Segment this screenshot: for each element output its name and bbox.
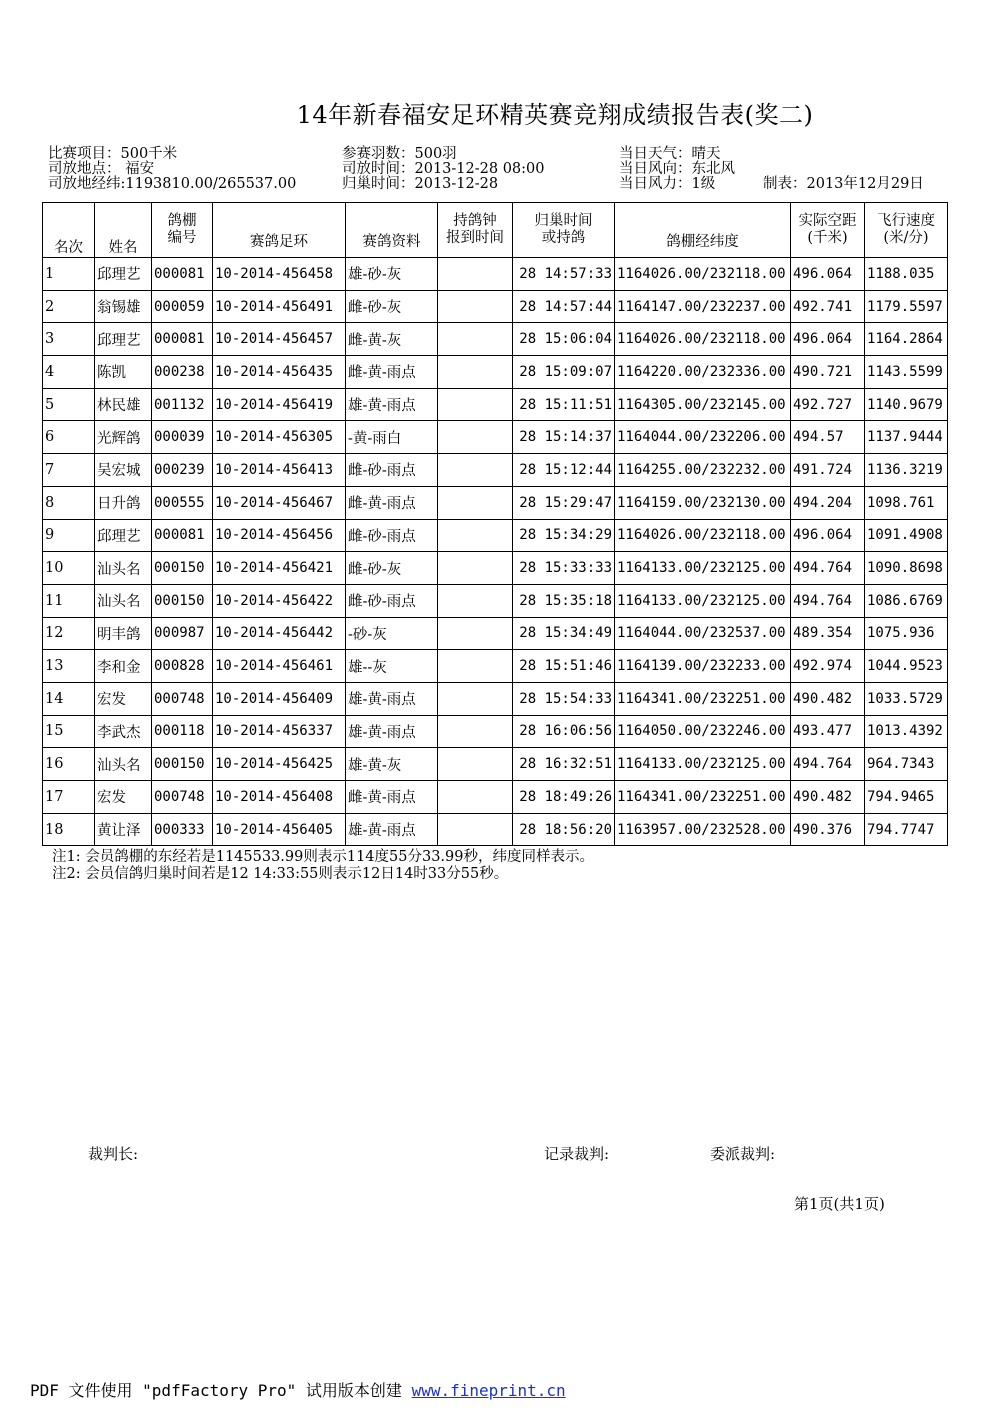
info-wind-direction: 当日风向：东北风 [619,161,735,177]
info-made-date: 制表：2013年12月29日 [763,176,924,192]
cell-loft-coordinates: 1164139.00/232233.00 [615,650,791,683]
table-row [43,388,948,421]
cell-rank: 11 [43,584,95,617]
cell-name: 李武杰 [95,715,152,748]
cell-loft-coordinates: 1164133.00/232125.00 [615,748,791,781]
delegated-referee-label: 委派裁判: [710,1145,776,1163]
cell-ring-number: 10-2014-456467 [213,486,346,519]
cell-name: 汕头名 [95,748,152,781]
cell-arrival-time: 28 15:35:18 [513,584,615,617]
report-title: 14年新春福安足环精英赛竞翔成绩报告表(奖二) [296,101,814,129]
cell-ring-number: 10-2014-456409 [213,682,346,715]
info-release-coords: 司放地经纬:1193810.00/265537.00 [48,176,297,192]
cell-clock-report-time [438,748,513,781]
cell-ring-number: 10-2014-456413 [213,454,346,487]
cell-clock-report-time [438,323,513,356]
cell-arrival-time: 28 15:34:49 [513,617,615,650]
cell-arrival-time: 28 15:14:37 [513,421,615,454]
cell-rank: 4 [43,356,95,389]
cell-loft-coordinates: 1164159.00/232130.00 [615,486,791,519]
cell-loft-id: 000748 [152,781,213,814]
cell-rank: 16 [43,748,95,781]
cell-name: 李和金 [95,650,152,683]
cell-ring-number: 10-2014-456435 [213,356,346,389]
cell-clock-report-time [438,617,513,650]
cell-name: 光辉鸽 [95,421,152,454]
cell-distance: 493.477 [791,715,865,748]
cell-loft-id: 000081 [152,519,213,552]
cell-loft-coordinates: 1164341.00/232251.00 [615,781,791,814]
cell-clock-report-time [438,388,513,421]
cell-name: 明丰鸽 [95,617,152,650]
cell-pigeon-info: 雌-黄-雨点 [346,356,438,389]
table-row [43,356,948,389]
cell-name: 邱理艺 [95,519,152,552]
cell-clock-report-time [438,258,513,291]
cell-ring-number: 10-2014-456442 [213,617,346,650]
cell-speed: 1140.9679 [865,388,948,421]
cell-ring-number: 10-2014-456337 [213,715,346,748]
header-rank: 名次 [43,203,95,258]
footer-text: PDF 文件使用 "pdfFactory Pro" 试用版本创建 [30,1381,412,1400]
cell-name: 林民雄 [95,388,152,421]
cell-speed: 1033.5729 [865,682,948,715]
cell-distance: 496.064 [791,519,865,552]
cell-arrival-time: 28 15:29:47 [513,486,615,519]
info-column-1 [48,147,296,192]
cell-pigeon-info: 雌-砂-雨点 [346,519,438,552]
cell-name: 汕头名 [95,584,152,617]
cell-ring-number: 10-2014-456405 [213,813,346,846]
footer-link[interactable]: www.fineprint.cn [411,1381,566,1400]
cell-loft-coordinates: 1164133.00/232125.00 [615,584,791,617]
table-row [43,682,948,715]
cell-distance: 490.376 [791,813,865,846]
recording-referee-label: 记录裁判: [544,1145,610,1163]
cell-name: 宏发 [95,682,152,715]
cell-ring-number: 10-2014-456458 [213,258,346,291]
cell-speed: 1143.5599 [865,356,948,389]
cell-distance: 496.064 [791,323,865,356]
cell-speed: 794.7747 [865,813,948,846]
cell-clock-report-time [438,421,513,454]
cell-ring-number: 10-2014-456456 [213,519,346,552]
cell-rank: 18 [43,813,95,846]
cell-arrival-time: 28 15:33:33 [513,552,615,585]
info-race-distance: 比赛项目：500千米 [48,146,178,162]
header-ring-number: 赛鸽足环 [213,203,346,258]
cell-speed: 794.9465 [865,781,948,814]
cell-loft-coordinates: 1164220.00/232336.00 [615,356,791,389]
cell-loft-id: 000039 [152,421,213,454]
cell-ring-number: 10-2014-456457 [213,323,346,356]
table-row [43,781,948,814]
page-number: 第1页(共1页) [794,1195,885,1213]
cell-pigeon-info: 雄-黄-雨点 [346,388,438,421]
cell-pigeon-info: 雄-黄-灰 [346,748,438,781]
table-row [43,258,948,291]
cell-pigeon-info: 雌-黄-雨点 [346,486,438,519]
cell-arrival-time: 28 16:06:56 [513,715,615,748]
cell-rank: 7 [43,454,95,487]
cell-speed: 1137.9444 [865,421,948,454]
cell-ring-number: 10-2014-456425 [213,748,346,781]
cell-clock-report-time [438,519,513,552]
cell-loft-id: 000828 [152,650,213,683]
cell-rank: 13 [43,650,95,683]
cell-speed: 1179.5597 [865,290,948,323]
table-body [43,258,948,846]
cell-speed: 1013.4392 [865,715,948,748]
cell-distance: 494.764 [791,584,865,617]
cell-pigeon-info: 雌-黄-雨点 [346,781,438,814]
cell-speed: 1188.035 [865,258,948,291]
pdf-footer [30,1378,566,1401]
table-row [43,323,948,356]
notes [52,849,594,883]
cell-arrival-time: 28 15:34:29 [513,519,615,552]
cell-ring-number: 10-2014-456461 [213,650,346,683]
info-return-date: 归巢时间：2013-12-28 [342,176,499,192]
cell-clock-report-time [438,552,513,585]
cell-name: 翁锡雄 [95,290,152,323]
cell-clock-report-time [438,356,513,389]
cell-loft-coordinates: 1163957.00/232528.00 [615,813,791,846]
cell-loft-id: 000748 [152,682,213,715]
table-row [43,813,948,846]
cell-arrival-time: 28 16:32:51 [513,748,615,781]
cell-pigeon-info: 雌-砂-灰 [346,290,438,323]
table-row [43,486,948,519]
cell-speed: 1164.2864 [865,323,948,356]
cell-speed: 964.7343 [865,748,948,781]
cell-arrival-time: 28 18:49:26 [513,781,615,814]
cell-rank: 17 [43,781,95,814]
cell-speed: 1136.3219 [865,454,948,487]
cell-rank: 6 [43,421,95,454]
header-loft-coordinates: 鸽棚经纬度 [615,203,791,258]
cell-arrival-time: 28 14:57:33 [513,258,615,291]
cell-pigeon-info: 雌-砂-雨点 [346,584,438,617]
cell-loft-coordinates: 1164255.00/232232.00 [615,454,791,487]
cell-clock-report-time [438,290,513,323]
cell-pigeon-info: 雌-砂-雨点 [346,454,438,487]
cell-loft-id: 000150 [152,552,213,585]
cell-arrival-time: 28 15:11:51 [513,388,615,421]
cell-arrival-time: 28 15:06:04 [513,323,615,356]
header-pigeon-info: 赛鸽资料 [346,203,438,258]
table-row [43,421,948,454]
cell-arrival-time: 28 14:57:44 [513,290,615,323]
cell-rank: 14 [43,682,95,715]
cell-distance: 492.727 [791,388,865,421]
cell-ring-number: 10-2014-456491 [213,290,346,323]
cell-ring-number: 10-2014-456408 [213,781,346,814]
cell-name: 吴宏城 [95,454,152,487]
cell-rank: 15 [43,715,95,748]
table-row [43,519,948,552]
cell-loft-id: 000059 [152,290,213,323]
header-loft-id: 鸽棚 编号 [152,203,213,258]
cell-clock-report-time [438,454,513,487]
cell-loft-coordinates: 1164026.00/232118.00 [615,258,791,291]
cell-speed: 1091.4908 [865,519,948,552]
cell-arrival-time: 28 15:51:46 [513,650,615,683]
note-2: 注2: 会员信鸽归巢时间若是12 14:33:55则表示12日14时33分55秒。 [52,866,509,882]
cell-distance: 492.741 [791,290,865,323]
cell-rank: 1 [43,258,95,291]
cell-pigeon-info: 雄-黄-雨点 [346,813,438,846]
cell-rank: 8 [43,486,95,519]
cell-distance: 494.764 [791,748,865,781]
cell-pigeon-info: 雄-黄-雨点 [346,682,438,715]
info-release-place: 司放地点： 福安 [48,161,155,177]
cell-arrival-time: 28 15:54:33 [513,682,615,715]
cell-loft-coordinates: 1164044.00/232537.00 [615,617,791,650]
table-row [43,454,948,487]
cell-name: 汕头名 [95,552,152,585]
cell-pigeon-info: 雌-砂-灰 [346,552,438,585]
table-row [43,584,948,617]
cell-rank: 9 [43,519,95,552]
cell-loft-id: 000118 [152,715,213,748]
table-row [43,715,948,748]
cell-speed: 1098.761 [865,486,948,519]
cell-loft-id: 001132 [152,388,213,421]
table-row [43,552,948,585]
cell-distance: 491.724 [791,454,865,487]
cell-clock-report-time [438,584,513,617]
cell-rank: 10 [43,552,95,585]
cell-loft-coordinates: 1164133.00/232125.00 [615,552,791,585]
cell-ring-number: 10-2014-456305 [213,421,346,454]
cell-speed: 1075.936 [865,617,948,650]
table-row [43,650,948,683]
info-entries: 参赛羽数：500羽 [342,146,457,162]
cell-loft-id: 000081 [152,258,213,291]
cell-loft-coordinates: 1164050.00/232246.00 [615,715,791,748]
cell-distance: 494.57 [791,421,865,454]
cell-loft-id: 000238 [152,356,213,389]
cell-clock-report-time [438,650,513,683]
cell-loft-coordinates: 1164147.00/232237.00 [615,290,791,323]
cell-name: 邱理艺 [95,258,152,291]
header-arrival-time: 归巢时间 或持鸽 [513,203,615,258]
chief-referee-label: 裁判长: [88,1145,139,1163]
cell-loft-id: 000239 [152,454,213,487]
header-speed: 飞行速度 (米/分) [865,203,948,258]
results-table [42,202,948,846]
cell-name: 邱理艺 [95,323,152,356]
header-distance: 实际空距 (千米) [791,203,865,258]
cell-arrival-time: 28 18:56:20 [513,813,615,846]
cell-distance: 490.482 [791,682,865,715]
info-release-time: 司放时间：2013-12-28 08:00 [342,161,545,177]
cell-arrival-time: 28 15:09:07 [513,356,615,389]
cell-loft-id: 000150 [152,748,213,781]
cell-pigeon-info: -砂-灰 [346,617,438,650]
cell-speed: 1086.6769 [865,584,948,617]
cell-pigeon-info: -黄-雨白 [346,421,438,454]
cell-name: 日升鸽 [95,486,152,519]
info-wind-force: 当日风力：1级 [619,176,716,192]
info-column-3 [619,147,735,192]
cell-distance: 496.064 [791,258,865,291]
table-row [43,748,948,781]
cell-pigeon-info: 雌-黄-灰 [346,323,438,356]
header-name: 姓名 [95,203,152,258]
cell-loft-coordinates: 1164026.00/232118.00 [615,519,791,552]
cell-distance: 494.204 [791,486,865,519]
cell-loft-id: 000333 [152,813,213,846]
cell-name: 宏发 [95,781,152,814]
cell-rank: 3 [43,323,95,356]
cell-loft-coordinates: 1164341.00/232251.00 [615,682,791,715]
cell-clock-report-time [438,715,513,748]
cell-loft-coordinates: 1164305.00/232145.00 [615,388,791,421]
table-row [43,617,948,650]
info-weather: 当日天气：晴天 [619,146,721,162]
cell-loft-id: 000987 [152,617,213,650]
cell-distance: 490.482 [791,781,865,814]
cell-name: 陈凯 [95,356,152,389]
cell-clock-report-time [438,682,513,715]
cell-rank: 2 [43,290,95,323]
cell-loft-id: 000081 [152,323,213,356]
note-1: 注1: 会员鸽棚的东经若是1145533.99则表示114度55分33.99秒，纬度同样表示。 [52,849,594,865]
cell-loft-coordinates: 1164044.00/232206.00 [615,421,791,454]
cell-pigeon-info: 雄-黄-雨点 [346,715,438,748]
cell-speed: 1090.8698 [865,552,948,585]
cell-ring-number: 10-2014-456419 [213,388,346,421]
cell-rank: 12 [43,617,95,650]
cell-clock-report-time [438,781,513,814]
cell-distance: 494.764 [791,552,865,585]
cell-ring-number: 10-2014-456422 [213,584,346,617]
cell-pigeon-info: 雄--灰 [346,650,438,683]
cell-distance: 492.974 [791,650,865,683]
cell-ring-number: 10-2014-456421 [213,552,346,585]
table-row [43,290,948,323]
cell-distance: 490.721 [791,356,865,389]
table-header-row [43,203,948,258]
cell-distance: 489.354 [791,617,865,650]
cell-loft-id: 000150 [152,584,213,617]
cell-clock-report-time [438,486,513,519]
cell-pigeon-info: 雄-砂-灰 [346,258,438,291]
cell-arrival-time: 28 15:12:44 [513,454,615,487]
cell-loft-coordinates: 1164026.00/232118.00 [615,323,791,356]
cell-loft-id: 000555 [152,486,213,519]
header-clock-report-time: 持鸽钟 报到时间 [438,203,513,258]
cell-clock-report-time [438,813,513,846]
cell-name: 黄让泽 [95,813,152,846]
info-column-2 [342,147,545,192]
cell-speed: 1044.9523 [865,650,948,683]
cell-rank: 5 [43,388,95,421]
